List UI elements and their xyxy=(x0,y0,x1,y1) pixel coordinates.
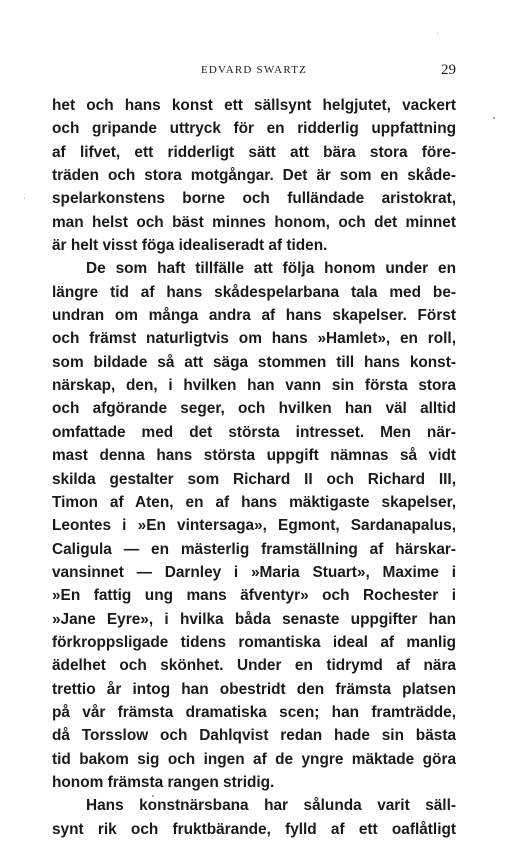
page-number: 29 xyxy=(441,62,456,78)
text-line: är helt visst föga idealiseradt af tiden. xyxy=(52,237,328,255)
running-head xyxy=(52,62,456,80)
text-line: man helst och bäst minnes honom, och det minnet xyxy=(52,213,456,231)
text-line: längre tid af hans skådespelarbana tala med be- xyxy=(52,283,456,301)
text-line: mast denna hans största uppgift nämnas så vidt xyxy=(52,447,456,465)
text-line: Leontes i »En vintersaga», Egmont, Sardanapalus, xyxy=(52,517,456,535)
paper-speck xyxy=(437,33,438,34)
text-line: närskap, den, i hvilken han vann sin första stora xyxy=(52,377,456,395)
running-title: EDVARD SWARTZ xyxy=(200,64,308,76)
text-line: då Torsslow och Dahlqvist redan hade sin bästa xyxy=(52,727,456,745)
body-text xyxy=(52,94,456,841)
text-line: och gripande uttryck för en ridderlig uppfattning xyxy=(52,120,456,138)
paper-speck xyxy=(24,198,25,199)
text-line: »En fattig ung mans äfventyr» och Rochester i xyxy=(52,587,456,605)
text-line: Caligula — en mästerlig framställning af härskar- xyxy=(52,540,456,558)
paper-speck xyxy=(493,117,495,119)
text-line: De som haft tillfälle att följa honom under en xyxy=(86,260,456,278)
text-line: af lifvet, ett ridderligt sätt att bära stora före- xyxy=(52,143,456,161)
text-line: ädelhet och skönhet. Under en tidrymd af nära xyxy=(52,657,456,675)
text-line: omfattade med det största intresset. Men när- xyxy=(52,423,456,441)
text-line: tid bakom sig och ingen af de yngre mäktade göra xyxy=(52,750,456,768)
text-line: Timon af Aten, en af hans mäktigaste skapelser, xyxy=(52,493,456,511)
text-line: och afgörande seger, och hvilken han väl alltid xyxy=(52,400,456,418)
text-line: förkroppsligade tidens romantiska ideal af manlig xyxy=(52,633,456,651)
text-line: het och hans konst ett sällsynt helgjutet, vackert xyxy=(52,97,456,114)
text-line: träden och stora motgångar. Det är som en skåde- xyxy=(52,167,456,185)
text-line: synt rik och fruktbärande, fylld af ett oaflåtligt xyxy=(52,820,456,838)
text-line: vansinnet — Darnley i »Maria Stuart», Maxime i xyxy=(52,563,456,581)
text-line: och främst naturligtvis om hans »Hamlet», en roll, xyxy=(52,330,456,348)
text-line: Hans konstnärsbana har sålunda varit säll- xyxy=(86,797,456,815)
text-line: honom främsta rangen stridig. xyxy=(52,773,275,791)
text-line: »Jane Eyre», i hvilka båda senaste uppgifter han xyxy=(52,610,456,628)
text-line: som bildade så att säga stommen till hans konst- xyxy=(52,353,456,371)
text-line: trettio år intog han obestridt den främsta platsen xyxy=(52,680,456,698)
text-line: skilda gestalter som Richard II och Richard III, xyxy=(52,470,456,488)
paper-speck xyxy=(152,795,154,797)
text-line: på vår främsta dramatiska scen; han framträdde, xyxy=(52,703,456,721)
text-line: undran om många andra af hans skapelser. Först xyxy=(52,307,456,325)
text-line: spelarkonstens borne och fulländade aristokrat, xyxy=(52,190,456,208)
